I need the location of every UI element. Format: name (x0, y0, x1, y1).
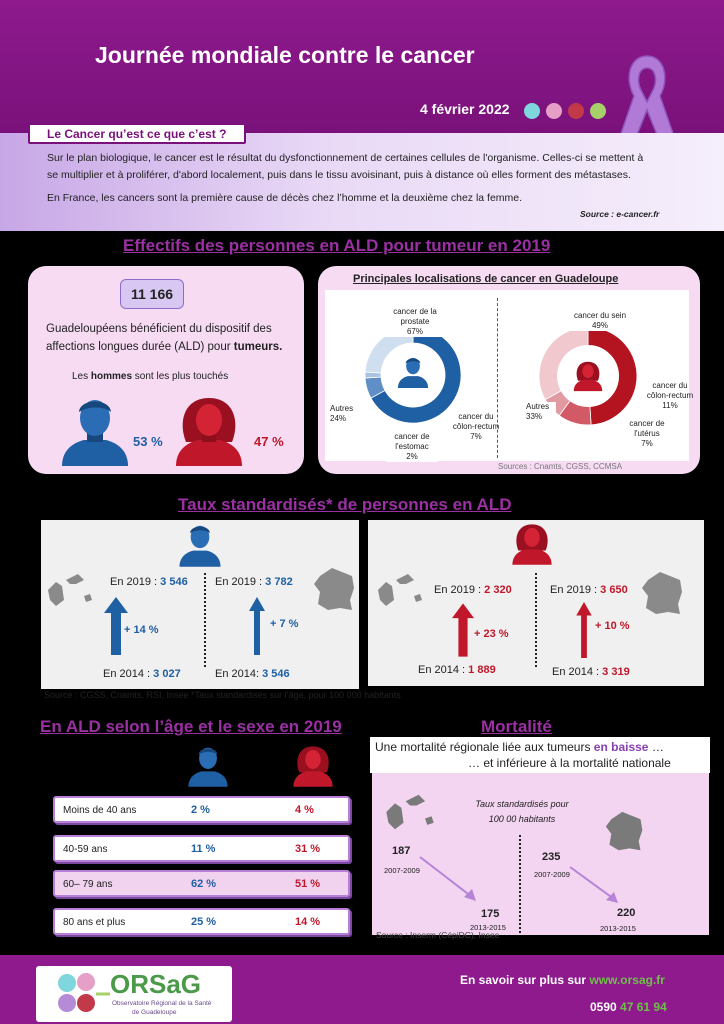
taux-men-gp-2019-label: En 2019 : (110, 576, 161, 588)
donut-man-icon (396, 356, 430, 388)
age-man-icon (186, 745, 230, 787)
localisations-source: Sources : Cnamts, CGSS, CCMSA (498, 462, 623, 471)
label-women-autres (526, 402, 556, 422)
taux-women-fr-2019-value: 3 650 (600, 584, 628, 596)
age-row-men: 62 % (191, 878, 217, 890)
taux-women-fr-2019 (550, 584, 628, 596)
france-map-icon-2 (640, 570, 686, 618)
decor-dot-3 (568, 103, 584, 119)
label-men-colon-l1: cancer du (458, 412, 494, 421)
label-uterus-l3: 7% (641, 439, 653, 448)
taux-men-gp-2014-value: 3 027 (153, 668, 181, 680)
men-note-b: hommes (90, 371, 133, 382)
taux-man-icon (177, 522, 223, 568)
mortalite-subtitle-1: Taux standardisés pour (475, 799, 569, 809)
age-row-80-plus (53, 908, 350, 935)
taux-men-fr-2019 (215, 576, 293, 588)
label-sein (565, 311, 635, 331)
taux-men-gp-2019-value: 3 546 (160, 576, 188, 588)
mortalite-gp-old: 187 (392, 845, 411, 857)
orsag-logo-name: ORSaG (110, 969, 202, 999)
taux-women-gp-2019-value: 2 320 (484, 584, 512, 596)
men-percentage: 53 % (133, 434, 163, 449)
guadeloupe-map-icon-2 (374, 570, 426, 610)
taux-women-fr-2014-label: En 2014 : (552, 666, 603, 678)
label-women-autres-l1: Autres (526, 402, 550, 411)
taux-men-fr-pct: + 7 % (270, 618, 299, 630)
age-row-60-79 (53, 870, 350, 897)
footer-more-info (460, 973, 665, 987)
decor-dot-4 (590, 103, 606, 119)
label-prostate-l2: prostate (400, 317, 430, 326)
mortalite-gp-new: 175 (481, 908, 500, 920)
decor-dot-2 (546, 103, 562, 119)
age-row-40-59 (53, 835, 350, 862)
mortalite-guadeloupe-map-icon (382, 790, 438, 834)
label-estomac (386, 432, 438, 462)
ald-count-badge: 11 166 (120, 279, 184, 309)
taux-women-gp-2019 (434, 584, 512, 596)
taux-men-fr-2014-value: 3 546 (262, 668, 290, 680)
mortalite-subtitle (470, 797, 574, 827)
taux-women-gp-2014-value: 1 889 (468, 664, 496, 676)
taux-women-gp-2014-label: En 2014 : (418, 664, 469, 676)
age-section-title: En ALD selon l’âge et le sexe en 2019 (40, 717, 342, 736)
label-sein-l2: 49% (591, 321, 608, 330)
age-row-women: 51 % (295, 878, 321, 890)
taux-men-fr-2014 (215, 668, 290, 680)
footer-phone-number[interactable]: 47 61 94 (620, 1000, 667, 1014)
orsag-logo-sub-2: de Guadeloupe (132, 1009, 177, 1016)
mortalite-line-1c: … (648, 740, 664, 754)
taux-men-fr-2014-label: En 2014: (215, 668, 263, 680)
label-prostate-l3: 67% (406, 327, 423, 336)
label-men-colon-l2: côlon-rectum (452, 422, 500, 431)
mortalite-line-1 (375, 740, 664, 754)
intro-text-1b: se multiplier et à proliférer, d'abord localement, puis dans le tissu avoisinant, puis à distance où elles forment des métastases. (47, 169, 631, 181)
label-prostate-l1: cancer de la (393, 307, 437, 316)
mortalite-gp-new-period: 2013-2015 (470, 923, 506, 932)
date-label: 4 février 2022 (420, 101, 510, 117)
label-uterus-l2: l'utérus (634, 429, 660, 438)
footer-phone (590, 1000, 667, 1014)
ald-men-note (72, 371, 228, 382)
label-estomac-l2: l'estomac (395, 442, 429, 451)
women-percentage: 47 % (254, 434, 284, 449)
age-row-women: 4 % (295, 804, 314, 816)
mortalite-fr-old: 235 (542, 851, 561, 863)
label-estomac-l1: cancer de (394, 432, 430, 441)
taux-women-fr-2014 (552, 666, 630, 678)
men-note-c: sont les plus touchés (132, 371, 229, 382)
taux-men-fr-2019-value: 3 782 (265, 576, 293, 588)
guadeloupe-map-icon (44, 570, 96, 610)
up-arrow-red-icon (452, 602, 474, 658)
label-prostate (375, 307, 455, 337)
mortalite-france-map-icon (604, 810, 646, 854)
taux-women-divider (535, 573, 537, 667)
orsag-logo (36, 966, 232, 1022)
age-row-men: 11 % (191, 843, 216, 855)
mortalite-fr-new: 220 (617, 907, 636, 919)
mortalite-line-1a: Une mortalité régionale liée aux tumeurs (375, 740, 594, 754)
label-uterus-l1: cancer de (629, 419, 665, 428)
mortalite-source: Source : Inserm (CépiDC), Insee (376, 930, 500, 940)
label-women-colon-l1: cancer du (652, 381, 688, 390)
mortalite-fr-old-period: 2007-2009 (534, 870, 570, 879)
mortalite-gp-old-period: 2007-2009 (384, 866, 420, 875)
donut-woman-icon (572, 360, 604, 392)
label-women-colon-l3: 11% (662, 401, 678, 410)
ald-text-line-2b: tumeurs. (233, 341, 283, 353)
label-men-autres-l1: Autres (330, 404, 354, 413)
age-row-label: 60– 79 ans (63, 879, 113, 890)
up-arrow-red-small-icon (576, 602, 592, 658)
age-row-under-40 (53, 796, 350, 823)
footer-website-link[interactable]: www.orsag.fr (589, 973, 665, 987)
label-estomac-l3: 2% (406, 452, 418, 461)
ald-text-line-2 (46, 338, 296, 356)
mortalite-fr-new-period: 2013-2015 (600, 924, 636, 933)
ald-description (46, 320, 296, 356)
intro-text-2: En France, les cancers sont la première cause de décès chez l’homme et la deuxième chez la femme. (47, 192, 523, 204)
label-uterus (622, 419, 672, 449)
age-row-men: 25 % (191, 916, 217, 928)
france-map-icon (312, 566, 358, 614)
taux-men-gp-2014-label: En 2014 : (103, 668, 154, 680)
mortalite-title: Mortalité (481, 717, 552, 736)
footer-phone-prefix: 0590 (590, 1000, 621, 1014)
age-row-label: 40-59 ans (63, 844, 108, 855)
page-title: Journée mondiale contre le cancer (95, 42, 475, 68)
age-row-men: 2 % (191, 804, 210, 816)
intro-source: Source : e-cancer.fr (580, 209, 660, 219)
localisations-title: Principales localisations de cancer en Guadeloupe (353, 273, 619, 285)
taux-men-gp-pct: + 14 % (124, 624, 159, 636)
taux-woman-icon (510, 522, 554, 566)
mortalite-line-1b: en baisse (593, 740, 649, 754)
man-icon (58, 396, 132, 466)
taux-section-title: Taux standardisés* de personnes en ALD (178, 495, 512, 514)
label-women-colon-l2: côlon-rectum (646, 391, 694, 400)
taux-women-gp-2014 (418, 664, 496, 676)
age-row-label: 80 ans et plus (63, 917, 126, 928)
label-men-autres-l2: 24% (330, 414, 347, 423)
mortalite-fr-arrow-icon (568, 865, 624, 907)
label-men-colon (446, 412, 506, 442)
ald-text-line-1: Guadeloupéens bénéficient du dispositif des (46, 323, 272, 335)
mortalite-subtitle-2: 100 00 habitants (488, 814, 556, 824)
taux-women-fr-2019-label: En 2019 : (550, 584, 601, 596)
orsag-logo-sub-1: Observatoire Régional de la Santé (112, 1000, 212, 1007)
taux-women-gp-pct: + 23 % (474, 628, 509, 640)
up-arrow-blue-small-icon (249, 597, 265, 655)
mortalite-gp-arrow-icon (418, 855, 482, 905)
label-men-colon-l3: 7% (470, 432, 482, 441)
taux-men-fr-2019-label: En 2019 : (215, 576, 266, 588)
age-row-women: 31 % (295, 843, 321, 855)
orsag-logo-icon (56, 972, 110, 1016)
decor-dot-1 (524, 103, 540, 119)
taux-women-fr-2014-value: 3 319 (602, 666, 630, 678)
ald-text-line-2a: affections longues durée (ALD) pour (46, 341, 234, 353)
intro-tab: Le Cancer qu’est ce que c’est ? (28, 123, 246, 144)
footer-more-text: En savoir sur plus sur (460, 973, 590, 987)
mortalite-line-2: … et inférieure à la mortalité nationale (468, 756, 671, 770)
taux-men-gp-2019 (110, 576, 188, 588)
mortalite-divider (519, 835, 521, 933)
intro-text-1a: Sur le plan biologique, le cancer est le résultat du dysfonctionnement de certaines cellules de l'organisme. Celles-ci se mettent à (47, 152, 644, 164)
woman-icon (172, 396, 246, 466)
age-row-label: Moins de 40 ans (63, 805, 137, 816)
taux-women-gp-2019-label: En 2019 : (434, 584, 485, 596)
label-men-autres (330, 404, 364, 424)
label-sein-l1: cancer du sein (573, 311, 627, 320)
taux-women-fr-pct: + 10 % (595, 620, 630, 632)
label-women-autres-l2: 33% (526, 412, 543, 421)
taux-men-divider (204, 573, 206, 667)
label-women-colon (642, 381, 698, 411)
ald-section-title: Effectifs des personnes en ALD pour tumeur en 2019 (123, 236, 551, 255)
age-row-women: 14 % (295, 916, 321, 928)
taux-source: Source : CGSS, Cnamts, RSI, Insee *Taux standardisés sur l’âge, pour 100 000 habitants (44, 690, 401, 700)
age-woman-icon (291, 745, 335, 787)
men-note-a: Les (72, 371, 91, 382)
taux-men-gp-2014 (103, 668, 181, 680)
